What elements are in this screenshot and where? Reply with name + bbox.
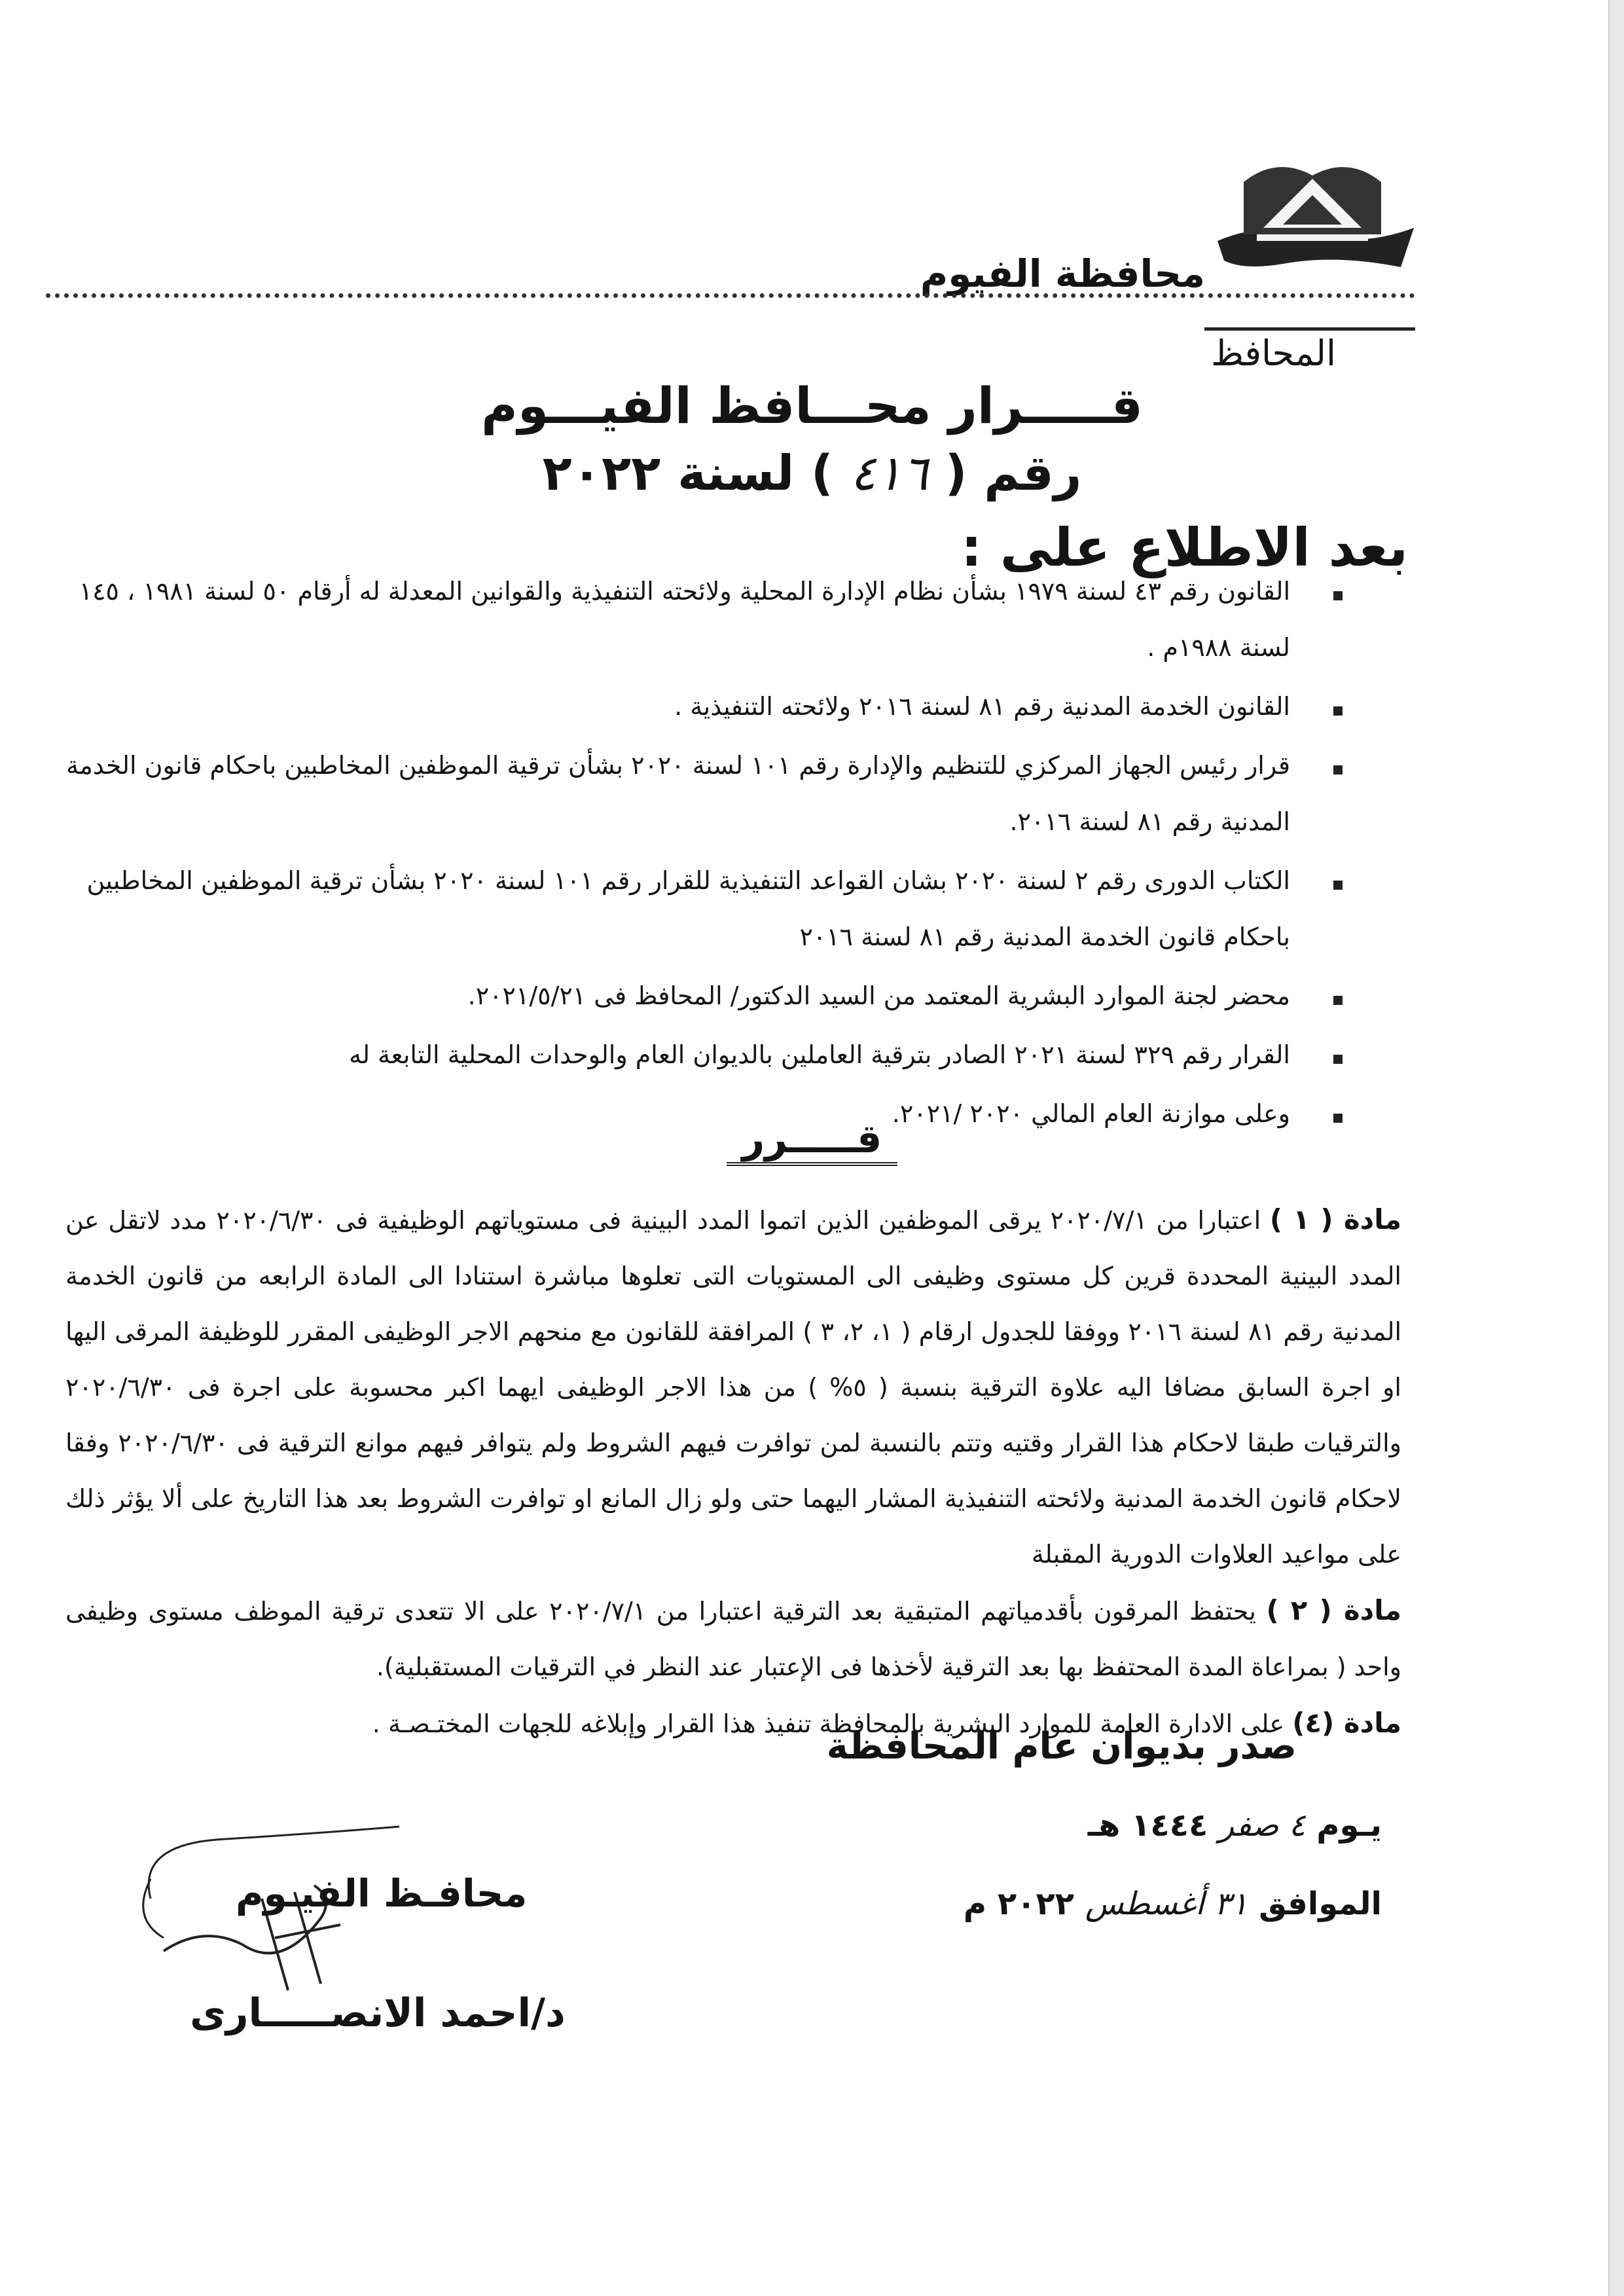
preamble-item: قرار رئيس الجهاز المركزي للتنظيم والإدارة رقم ١٠١ لسنة ٢٠٢٠ بشأن ترقية الموظفين المخاطبين باحكام قانون الخدمة المدنية رقم ٨١ لسنة ٢٠١٦. bbox=[39, 737, 1316, 850]
article-label: مادة ( ٢ ) bbox=[1266, 1594, 1401, 1626]
governorate-logo bbox=[1204, 143, 1420, 274]
handwritten-signature bbox=[124, 1820, 491, 2016]
preamble-item: الكتاب الدورى رقم ٢ لسنة ٢٠٢٠ بشان القواعد التنفيذية للقرار رقم ١٠١ لسنة ٢٠٢٠ بشأن ترقية الموظفين المخاطبين باحكام قانون الخدمة المدنية رقم ٨١ لسنة ٢٠١٦ bbox=[39, 852, 1316, 965]
preamble-heading: بعد الاطلاع على : bbox=[961, 517, 1408, 578]
preamble-item: القانون الخدمة المدنية رقم ٨١ لسنة ٢٠١٦ ولائحته التنفيذية . bbox=[39, 678, 1316, 735]
signatory-name: د/احمد الانصـــــارى bbox=[190, 1990, 566, 2036]
gregorian-year: ٢٠٢٢ م bbox=[963, 1886, 1074, 1922]
article-text: يحتفظ المرقون بأقدمياتهم المتبقية بعد الترقية اعتبارا من ٢٠٢٠/٧/١ على الا تتعدى ترقية الموظف مستوى وظيفى واحد ( بمراعاة المدة المحتفظ بها بعد الترقية لأخذها فى الإعتبار عند النظر في الترقيات المستقبلية). bbox=[65, 1597, 1401, 1681]
preamble-list bbox=[39, 563, 1316, 1144]
decree-number-prefix: رقم ( bbox=[945, 445, 1082, 501]
hijri-year: ١٤٤٤ هـ bbox=[1087, 1807, 1208, 1844]
governor-role: المحافظ bbox=[1210, 333, 1336, 374]
preamble-item: القرار رقم ٣٢٩ لسنة ٢٠٢١ الصادر بترقية العاملين بالديوان العام والوحدات المحلية التابعة له bbox=[39, 1027, 1316, 1083]
preamble-item: وعلى موازنة العام المالي ٢٠٢٠ /٢٠٢١. bbox=[39, 1085, 1316, 1142]
preamble-item: القانون رقم ٤٣ لسنة ١٩٧٩ بشأن نظام الإدارة المحلية ولائحته التنفيذية والقوانين المعدلة له أرقام ٥٠ لسنة ١٩٨١ ، ١٤٥ لسنة ١٩٨٨م . bbox=[39, 563, 1316, 676]
gregorian-day: ٣١ أغسطس bbox=[1085, 1886, 1248, 1922]
decree-number-line bbox=[0, 445, 1624, 501]
article-2 bbox=[65, 1582, 1401, 1695]
day-prefix: يـوم bbox=[1316, 1807, 1382, 1844]
article-1 bbox=[65, 1192, 1401, 1582]
article-label: مادة (٤) bbox=[1292, 1707, 1401, 1739]
date-prefix: الموافق bbox=[1259, 1886, 1382, 1922]
signatory-title: محافـظ الفيـوم bbox=[236, 1871, 528, 1916]
article-label: مادة ( ١ ) bbox=[1269, 1203, 1401, 1235]
header-divider bbox=[46, 293, 1415, 298]
decree-number: ٤١٦ bbox=[850, 445, 928, 501]
issued-at: صدر بديوان عام المحافظة bbox=[826, 1725, 1297, 1768]
article-text: اعتبارا من ٢٠٢٠/٧/١ يرقى الموظفين الذين اتموا المدد البينية فى مستوياتهم الوظيفية فى ٢٠٢٠/٦/٣٠ مدد لاتقل عن المدد البينية المحددة قرين كل مستوى وظيفى الى المستويات التى تعلوها مباشرة استنادا الى المادة الرابعه من قانون الخدمة المدنية رقم ٨١ لسنة ٢٠١٦ ووفقا للجدول ارقام ( ١، ٢، ٣ ) المرافقة للقانون مع منحهم الاجر الوظيفى المقرر للوظيفة المرقى اليها او اجرة السابق مضافا اليه علاوة الترقية بنسبة ( ٥% ) من هذا الاجر الوظيفى ايهما اكبر محسوبة على اجرة فى ٢٠٢٠/٦/٣٠ والترقيات طبقا لاحكام هذا القرار وقتيه وتتم بالنسبة لمن توافرت فيهم الشروط ولم يتوافر فيهم موانع الترقية فى ٢٠٢٠/٦/٣٠ وفقا لاحكام قانون الخدمة المدنية ولائحته التنفيذية المشار اليهما حتى ولو زال المانع او توافرت الشروط بعد هذا التاريخ على ألا يؤثر ذلك على مواعيد العلاوات الدورية المقبلة bbox=[65, 1206, 1402, 1569]
decision-heading: قـــــرر bbox=[0, 1116, 1624, 1162]
article-text: على الادارة العامة للموارد البشرية بالمحافظة تنفيذ هذا القرار وإبلاغه للجهات المختـصـة . bbox=[372, 1709, 1285, 1738]
gregorian-date-line bbox=[964, 1886, 1382, 1922]
hijri-day: ٤ صفر bbox=[1219, 1807, 1306, 1844]
decree-year: ) لسنة ٢٠٢٢ bbox=[542, 445, 833, 501]
preamble-item: محضر لجنة الموارد البشرية المعتمد من السيد الدكتور/ المحافظ فى ٢٠٢١/٥/٢١. bbox=[39, 968, 1316, 1024]
hijri-date-line bbox=[1088, 1807, 1382, 1844]
articles bbox=[65, 1192, 1401, 1752]
decree-title: قـــــرار محـــافظ الفيـــوم bbox=[481, 376, 1143, 435]
header-divider-bold bbox=[1204, 327, 1415, 331]
governorate-name: محافظة الفيوم bbox=[920, 251, 1205, 296]
